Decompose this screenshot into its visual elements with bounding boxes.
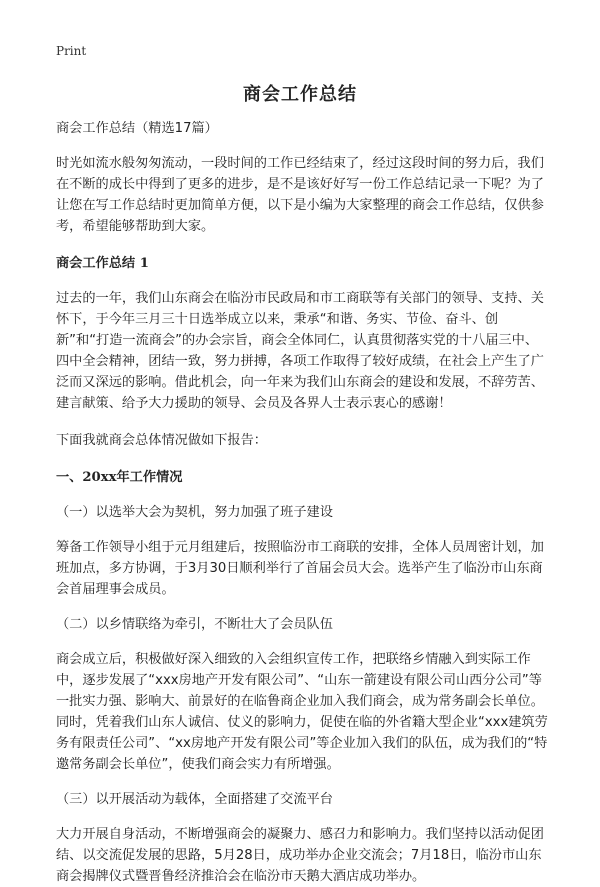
print-link[interactable]: Print xyxy=(56,44,87,58)
document-body xyxy=(56,118,548,887)
document-subtitle: 商会工作总结（精选17篇） xyxy=(56,121,218,136)
section-heading: 商会工作总结 1 xyxy=(56,256,149,271)
subsection-heading: （二）以乡情联络为牵引，不断壮大了会员队伍 xyxy=(56,617,333,632)
page-title: 商会工作总结 xyxy=(243,84,357,105)
subsection-heading: （三）以开展活动为载体，全面搭建了交流平台 xyxy=(56,792,333,807)
body-paragraph: 筹备工作领导小组于元月组建后，按照临汾市工商联的安排，全体人员周密计划，加班加点，多方协调，于3月30日顺利举行了首届会员大会。选举产生了临汾市山东商会首届理事会成员。 xyxy=(56,540,544,597)
body-paragraph: 过去的一年，我们山东商会在临汾市民政局和市工商联等有关部门的领导、支持、关怀下，于今年三月三十日选举成立以来，秉承“和谐、务实、节俭、奋斗、创新”和“打造一流商会”的办会宗旨，商会全体同仁，认真贯彻落实党的十八届三中、四中全会精神，团结一致，努力拼搏，各项工作取得了较好成绩，在社会上产生了广泛而又深远的影响。借此机会，向一年来为我们山东商会的建设和发展，不辞劳苦、建言献策、给予大力援助的领导、会员及各界人士表示衷心的感谢！ xyxy=(56,291,544,411)
subsection-heading: （一）以选举大会为契机，努力加强了班子建设 xyxy=(56,505,333,520)
part-heading: 一、20xx年工作情况 xyxy=(56,470,183,485)
report-intro: 下面我就商会总体情况做如下报告： xyxy=(56,433,267,448)
intro-paragraph: 时光如流水般匆匆流动，一段时间的工作已经结束了，经过这段时间的努力后，我们在不断的成长中得到了更多的进步，是不是该好好写一份工作总结记录一下呢？为了让您在写工作总结时更加简单方便，以下是小编为大家整理的商会工作总结，仅供参考，希望能够帮助到大家。 xyxy=(56,156,544,234)
body-paragraph: 商会成立后，积极做好深入细致的入会组织宣传工作，把联络乡情融入到实际工作中，逐步发展了“xxx房地产开发有限公司”、“山东一箭建设有限公司山西分公司”等一批实力强、影响大、前景好的在临鲁商企业加入我们商会，成为常务副会长单位。同时，凭着我们山东人诚信、仗义的影响力，促使在临的外省籍大型企业“xxx建筑劳务有限责任公司”、“xx房地产开发有限公司”等企业加入我们的队伍，成为我们的“特邀常务副会长单位”，使我们商会实力有所增强。 xyxy=(56,652,548,772)
body-paragraph: 大力开展自身活动，不断增强商会的凝聚力、感召力和影响力。我们坚持以活动促团结、以交流促发展的思路，5月28日，成功举办企业交流会；7月18日，临汾市山东商会揭牌仪式暨晋鲁经济推洽会在临汾市天鹅大酒店成功举办。 xyxy=(56,827,544,884)
